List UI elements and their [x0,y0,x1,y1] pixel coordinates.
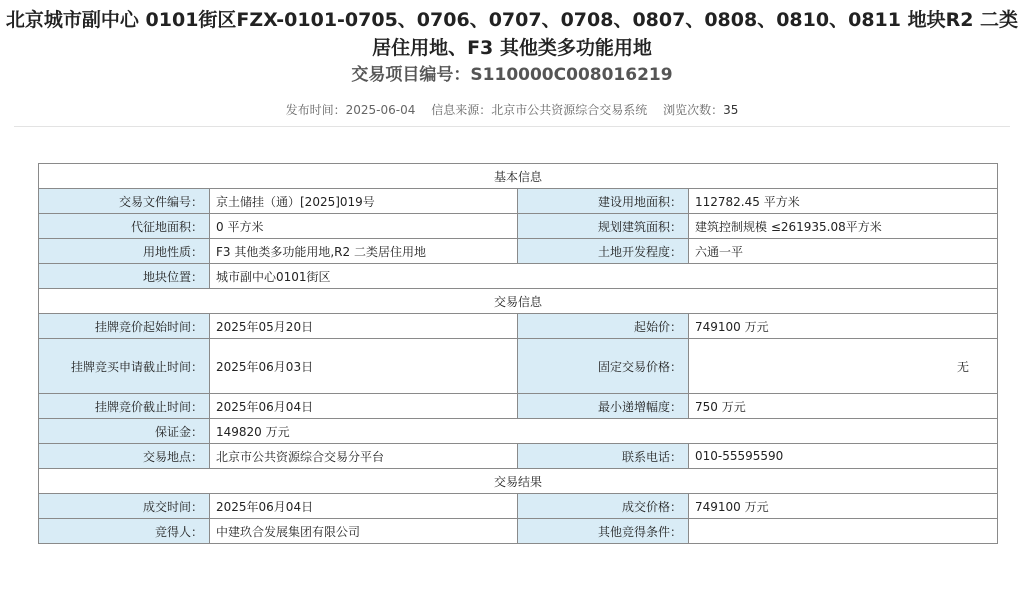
table-row [39,264,998,289]
view-count [663,103,738,117]
land-area-label: 建设用地面积： [518,189,689,214]
increment-value: 750 万元 [689,394,998,419]
deal-date-label: 成交时间： [39,494,210,519]
fixed-price-value: 无 [689,339,998,394]
transaction-info-table [38,163,998,544]
deposit-value: 149820 万元 [210,419,998,444]
section-row [39,289,998,314]
info-source-label: 信息来源： [431,103,492,117]
section-trade: 交易信息 [39,289,998,314]
deal-date-value: 2025年06月04日 [210,494,518,519]
table-row [39,239,998,264]
table-row [39,339,998,394]
table-row [39,314,998,339]
bid-start-label: 挂牌竞价起始时间： [39,314,210,339]
doc-no-label: 交易文件编号： [39,189,210,214]
section-row [39,164,998,189]
deposit-label: 保证金： [39,419,210,444]
table-row [39,444,998,469]
land-area-value: 112782.45 平方米 [689,189,998,214]
phone-label: 联系电话： [518,444,689,469]
section-row [39,469,998,494]
info-source [431,103,647,117]
building-area-label: 规划建筑面积： [518,214,689,239]
page-title: 北京城市副中心 0101街区FZX-0101-0705、0706、0707、0708、0807、0808、0810、0811 地块R2 二类居住用地、F3 其他类多功能用地 [5,9,1019,59]
deal-price-value: 749100 万元 [689,494,998,519]
section-basic: 基本信息 [39,164,998,189]
table-row [39,214,998,239]
start-price-value: 749100 万元 [689,314,998,339]
start-price-label: 起始价： [518,314,689,339]
info-source-value: 北京市公共资源综合交易系统 [491,103,648,117]
bid-start-value: 2025年05月20日 [210,314,518,339]
bid-end-value: 2025年06月04日 [210,394,518,419]
project-code: 交易项目编号：S110000C008016219 [351,65,673,85]
table-row [39,394,998,419]
winner-label: 竞得人： [39,519,210,544]
bid-end-label: 挂牌竞价截止时间： [39,394,210,419]
dev-level-value: 六通一平 [689,239,998,264]
header-divider [14,126,1010,127]
publish-time-value: 2025-06-04 [345,103,416,117]
meta-bar [0,101,1024,118]
table-row [39,189,998,214]
trade-place-label: 交易地点： [39,444,210,469]
increment-label: 最小递增幅度： [518,394,689,419]
view-count-value: 35 [723,103,739,117]
apply-deadline-value: 2025年06月03日 [210,339,518,394]
table-row [39,494,998,519]
phone-value: 010-55595590 [689,444,998,469]
land-use-label: 用地性质： [39,239,210,264]
location-label: 地块位置： [39,264,210,289]
publish-time [286,103,416,117]
trade-place-value: 北京市公共资源综合交易分平台 [210,444,518,469]
dev-level-label: 土地开发程度： [518,239,689,264]
section-result: 交易结果 [39,469,998,494]
fixed-price-label: 固定交易价格： [518,339,689,394]
land-use-value: F3 其他类多功能用地,R2 二类居住用地 [210,239,518,264]
winner-value: 中建玖合发展集团有限公司 [210,519,518,544]
other-conditions-label: 其他竞得条件： [518,519,689,544]
expropriation-label: 代征地面积： [39,214,210,239]
table-row [39,419,998,444]
apply-deadline-label: 挂牌竞买申请截止时间： [39,339,210,394]
expropriation-value: 0 平方米 [210,214,518,239]
publish-time-label: 发布时间： [285,103,346,117]
other-conditions-value [689,519,998,544]
view-count-label: 浏览次数： [663,103,724,117]
doc-no-value: 京土储挂（通）[2025]019号 [210,189,518,214]
location-value: 城市副中心0101街区 [210,264,998,289]
building-area-value: 建筑控制规模 ≤261935.08平方米 [689,214,998,239]
deal-price-label: 成交价格： [518,494,689,519]
table-row [39,519,998,544]
